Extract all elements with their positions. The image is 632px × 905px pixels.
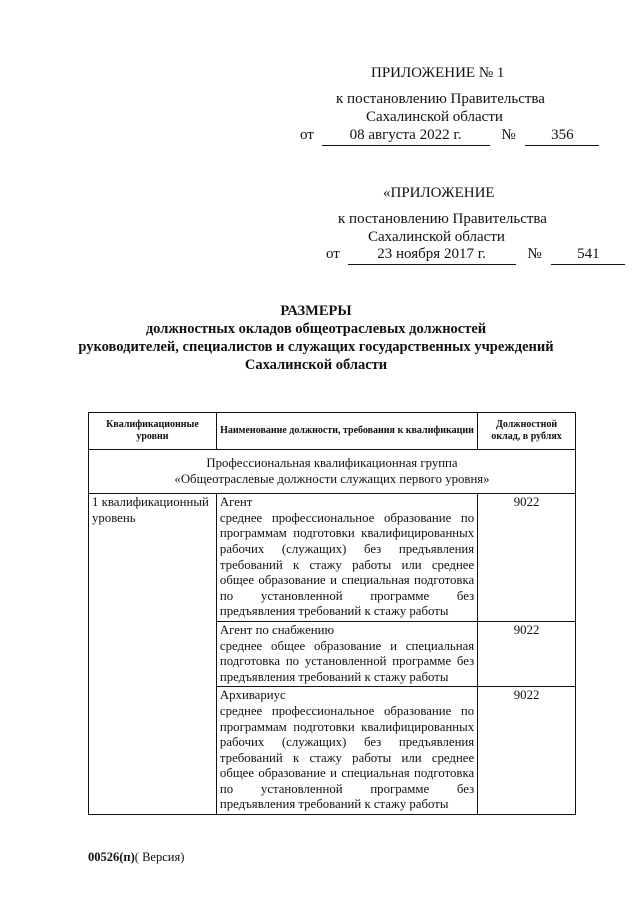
appendix-1-date-row xyxy=(300,126,600,146)
table-header-row xyxy=(89,413,576,450)
salary-cell: 9022 xyxy=(478,687,576,815)
appendix-2-title: «ПРИЛОЖЕНИЕ xyxy=(383,185,495,201)
group-row xyxy=(89,450,576,494)
appendix-2-date-row xyxy=(326,245,626,265)
appendix-1-from-label: от xyxy=(300,127,314,143)
doc-title-line2: должностных окладов общеотраслевых должностей xyxy=(145,321,487,337)
appendix-2-number: 541 xyxy=(551,245,625,265)
group-line2: «Общеотраслевые должности служащих первого уровня» xyxy=(174,471,490,486)
appendix-1-date: 08 августа 2022 г. xyxy=(322,126,490,146)
doc-title-line4: Сахалинской области xyxy=(244,357,388,373)
header-levels: Квалификационные уровни xyxy=(89,413,217,450)
salary-table xyxy=(88,412,576,815)
appendix-1-no-label: № xyxy=(501,127,516,143)
doc-title-line3: руководителей, специалистов и служащих государственных учреждений xyxy=(78,339,554,355)
appendix-1-title: ПРИЛОЖЕНИЕ № 1 xyxy=(371,65,505,81)
appendix-2-line2: Сахалинской области xyxy=(368,229,505,245)
position-requirements: среднее профессиональное образование по программам подготовки квалифицированных рабочих (служащих) без предъявления требований к стажу работы или среднее общее образование и специальная подготовка по установленной программе без предъявления требований к стажу работы xyxy=(219,510,475,619)
position-cell xyxy=(216,687,477,815)
position-requirements: среднее профессиональное образование по программам подготовки квалифицированных рабочих (служащих) без предъявления требований к стажу работы или среднее общее образование и специальная подготовка по установленной программе без предъявления требований к стажу работы xyxy=(219,703,475,812)
table-row xyxy=(89,494,576,622)
position-cell xyxy=(216,494,477,622)
position-name: Агент xyxy=(219,495,253,510)
appendix-2-line1: к постановлению Правительства xyxy=(338,211,547,227)
header-salary: Должностной оклад, в рублях xyxy=(478,413,576,450)
appendix-2-no-label: № xyxy=(527,246,542,262)
appendix-1-line2: Сахалинской области xyxy=(366,109,503,125)
doc-title-line1: РАЗМЕРЫ xyxy=(280,303,352,319)
level-cell: 1 квалификационный уровень xyxy=(89,494,217,815)
position-name: Архивариус xyxy=(219,688,286,703)
header-position: Наименование должности, требования к квалификации xyxy=(216,413,477,450)
appendix-2-from-label: от xyxy=(326,246,340,262)
footer-code: 00526(п) xyxy=(88,850,135,864)
group-line1: Профессиональная квалификационная группа xyxy=(206,456,458,470)
appendix-2-date: 23 ноября 2017 г. xyxy=(348,245,516,265)
position-name: Агент по снабжению xyxy=(219,622,335,637)
footer xyxy=(88,850,184,865)
position-cell xyxy=(216,621,477,686)
appendix-1-line1: к постановлению Правительства xyxy=(336,91,545,107)
salary-cell: 9022 xyxy=(478,621,576,686)
position-requirements: среднее общее образование и специальная подготовка по установленной программе без предъявления требований к стажу работы xyxy=(219,638,475,684)
appendix-1-number: 356 xyxy=(525,126,599,146)
salary-cell: 9022 xyxy=(478,494,576,622)
group-cell xyxy=(89,450,576,494)
footer-version: ( Версия) xyxy=(134,850,185,864)
